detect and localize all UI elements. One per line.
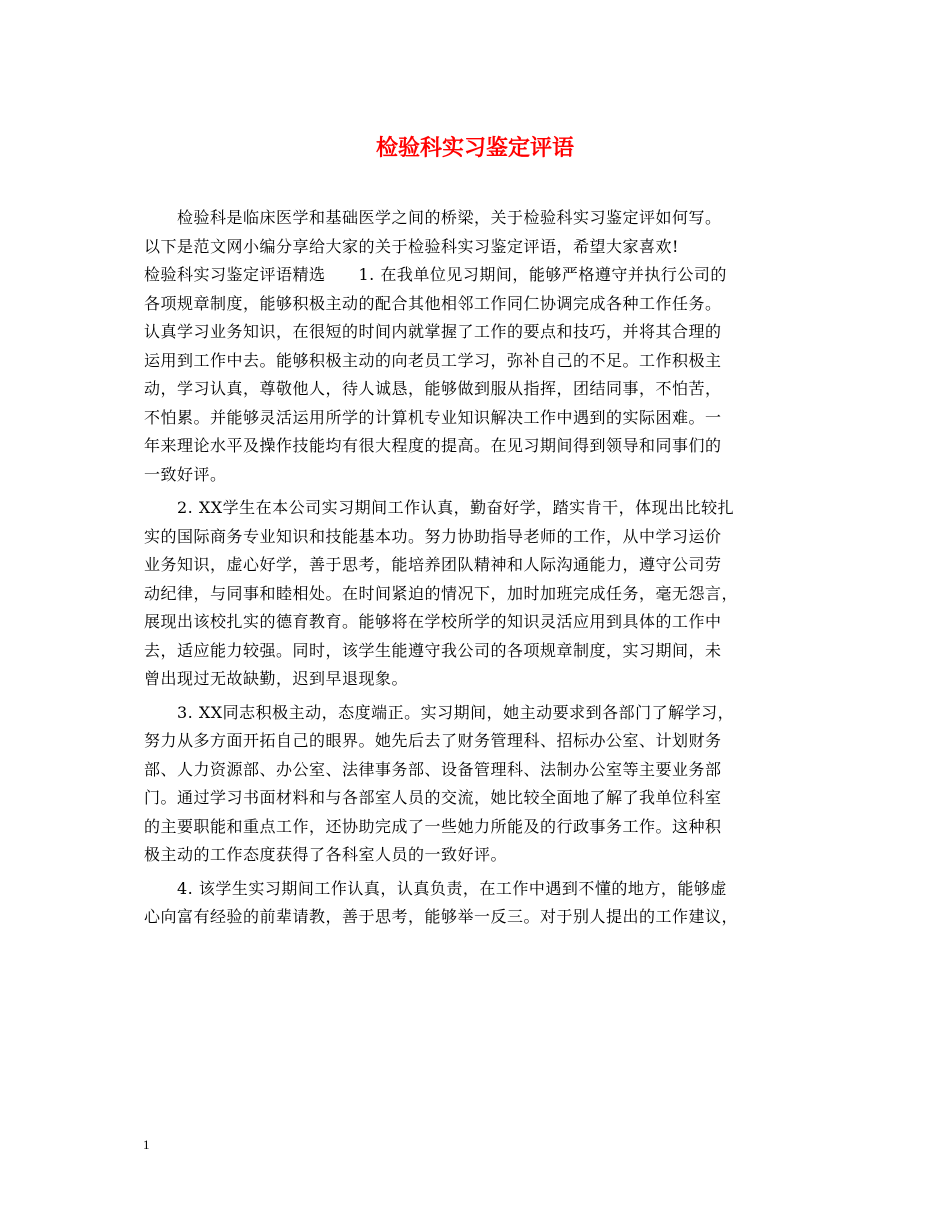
body-line: 心向富有经验的前辈请教，善于思考，能够举一反三。对于别人提出的工作建议，	[144, 907, 739, 926]
body-line: 检验科是临床医学和基础医学之间的桥梁，关于检验科实习鉴定评如何写。	[144, 208, 722, 227]
body-line: 运用到工作中去。能够积极主动的向老员工学习，弥补自己的不足。工作积极主	[144, 350, 722, 370]
body-line: 的主要职能和重点工作，还协助完成了一些她力所能及的行政事务工作。这种积	[144, 816, 722, 836]
document-body	[144, 204, 824, 932]
body-line: 4. 该学生实习期间工作认真，认真负责，在工作中遇到不懂的地方，能够虚	[144, 878, 727, 898]
body-line: 动纪律，与同事和睦相处。在时间紧迫的情况下，加时加班完成任务，毫无怨言，	[144, 583, 739, 603]
body-line: 业务知识，虚心好学，善于思考，能培养团队精神和人际沟通能力，遵守公司劳	[144, 555, 722, 574]
document-title: 检验科实习鉴定评语	[375, 136, 574, 161]
body-line: 不怕累。并能够灵活运用所学的计算机专业知识解决工作中遇到的实际困难。一	[144, 407, 722, 427]
body-line: 极主动的工作态度获得了各科室人员的一致好评。	[144, 845, 508, 864]
body-line: 曾出现过无故缺勤，迟到早退现象。	[144, 669, 409, 688]
body-line: 门。通过学习书面材料和与各部室人员的交流，她比较全面地了解了我单位科室	[144, 788, 722, 807]
body-line: 展现出该校扎实的德育教育。能够将在学校所学的知识灵活应用到具体的工作中	[144, 612, 722, 631]
body-line: 2. XX学生在本公司实习期间工作认真，勤奋好学，踏实肯干，体现出比较扎	[144, 498, 735, 517]
body-line: 动，学习认真，尊敬他人，待人诚恳，能够做到服从指挥，团结同事，不怕苦，	[144, 379, 722, 398]
body-line: 3. XX同志积极主动，态度端正。实习期间，她主动要求到各部门了解学习，	[144, 702, 735, 722]
body-line: 认真学习业务知识，在很短的时间内就掌握了工作的要点和技巧，并将其合理的	[144, 322, 722, 341]
body-line: 年来理论水平及操作技能均有很大程度的提高。在见习期间得到领导和同事们的	[144, 436, 722, 455]
body-line: 部、人力资源部、办公室、法律事务部、设备管理科、法制办公室等主要业务部	[144, 759, 722, 779]
body-line: 去，适应能力较强。同时，该学生能遵守我公司的各项规章制度，实习期间，未	[144, 640, 722, 660]
body-line: 实的国际商务专业知识和技能基本功。努力协助指导老师的工作，从中学习运价	[144, 526, 722, 546]
body-line: 一致好评。	[144, 464, 227, 484]
body-line: 努力从多方面开拓自己的眼界。她先后去了财务管理科、招标办公室、计划财务	[144, 731, 722, 750]
body-line: 检验科实习鉴定评语精选 1. 在我单位见习期间，能够严格遵守并执行公司的	[144, 265, 727, 284]
page-number: 1	[143, 1137, 150, 1152]
body-line: 各项规章制度，能够积极主动的配合其他相邻工作同仁协调完成各种工作任务。	[144, 293, 722, 313]
body-line: 以下是范文网小编分享给大家的关于检验科实习鉴定评语，希望大家喜欢!	[144, 236, 679, 256]
